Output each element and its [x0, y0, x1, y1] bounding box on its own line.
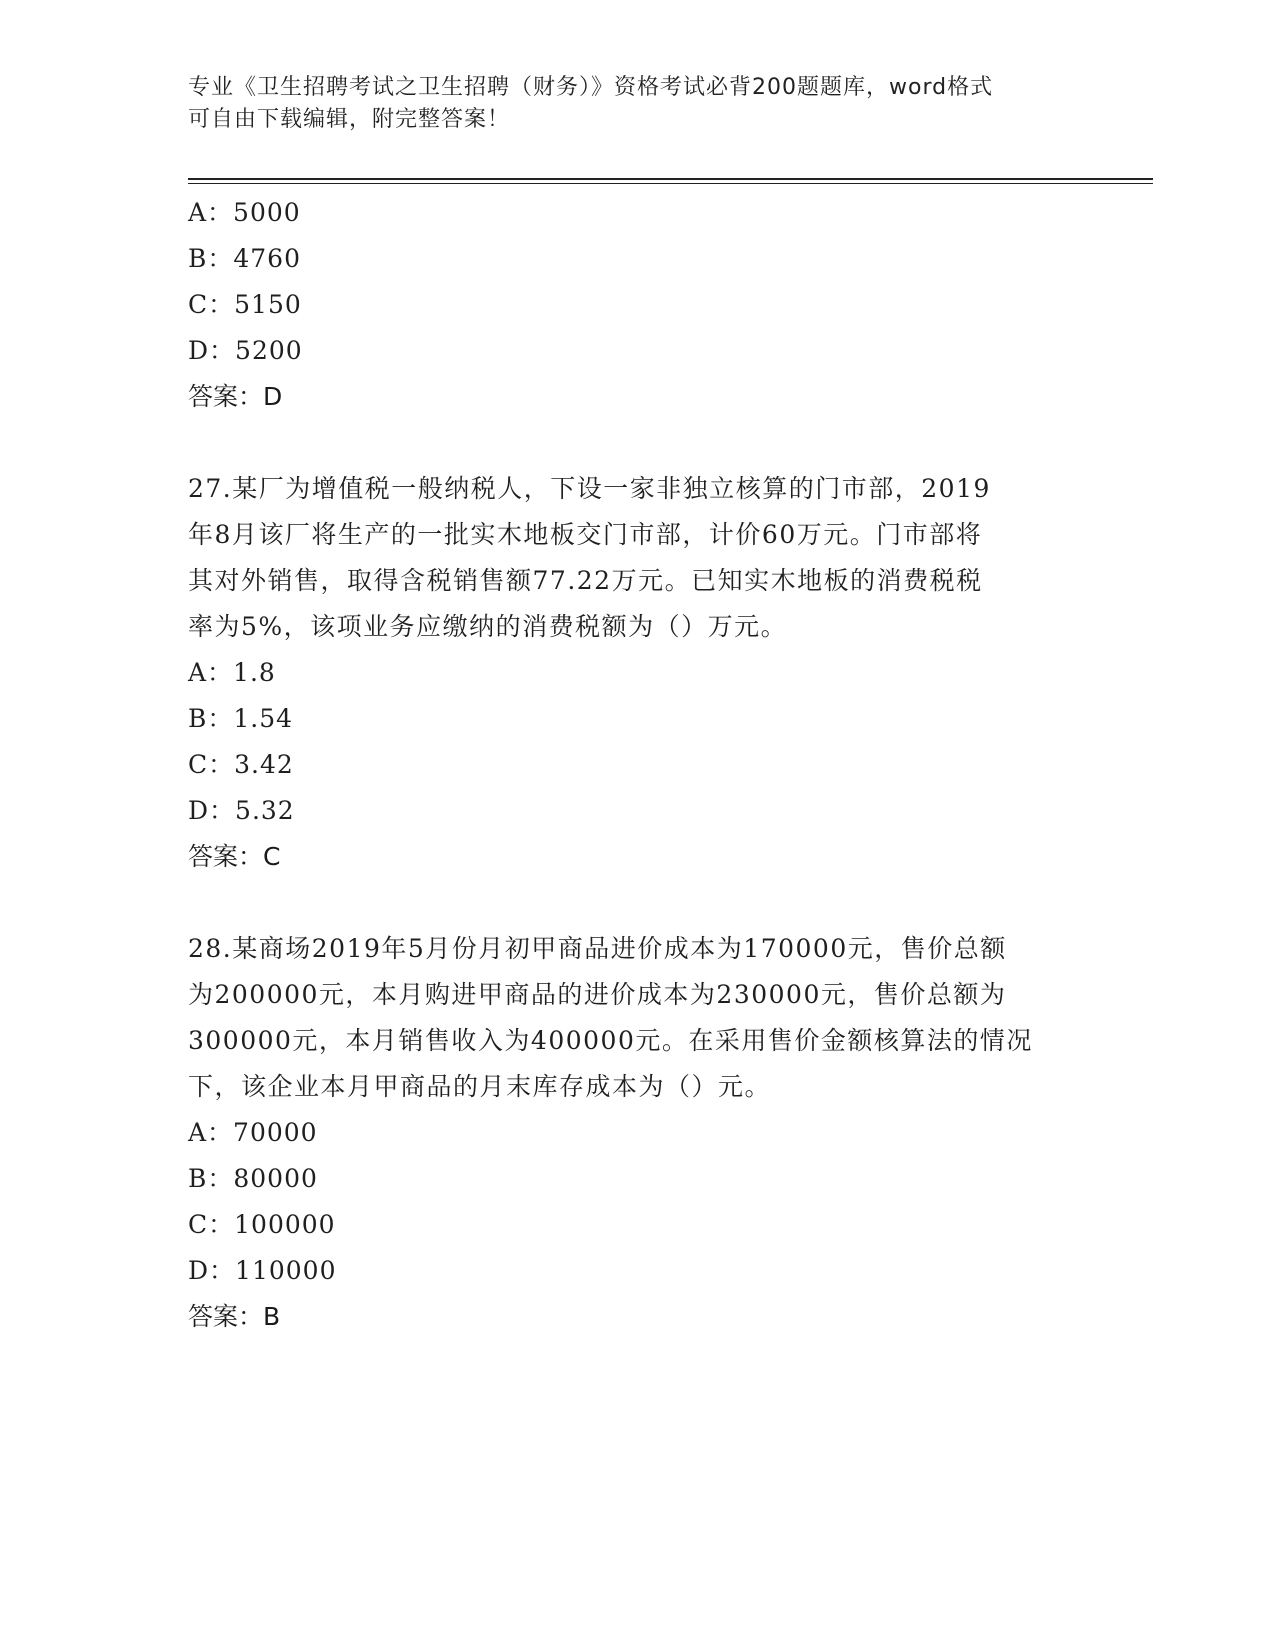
question-line: 300000元，本月销售收入为400000元。在采用售价金额核算法的情况	[188, 1026, 1033, 1055]
option-a: A：5000	[188, 198, 301, 227]
option-d: D：110000	[188, 1256, 337, 1285]
header-rule-thick	[188, 178, 1153, 180]
header-rule-thin	[188, 183, 1153, 184]
question-line: 为200000元，本月购进甲商品的进价成本为230000元，售价总额为	[188, 980, 1007, 1009]
question-line: 下，该企业本月甲商品的月末库存成本为（）元。	[188, 1072, 772, 1101]
option-d: D：5200	[188, 336, 303, 365]
answer-line: 答案：C	[188, 842, 281, 871]
question-text	[188, 466, 1088, 650]
answer-line: 答案：D	[188, 382, 283, 411]
question-line: 其对外销售，取得含税销售额77.22万元。已知实木地板的消费税税	[188, 566, 983, 595]
option-c: C：5150	[188, 290, 302, 319]
spacer	[188, 880, 1088, 926]
header-line-2: 可自由下载编辑，附完整答案！	[188, 107, 511, 132]
question-line: 率为5%，该项业务应缴纳的消费税额为（）万元。	[188, 612, 788, 641]
option-c: C：3.42	[188, 750, 294, 779]
option-c: C：100000	[188, 1210, 336, 1239]
continued-question	[188, 190, 1088, 420]
option-a: A：1.8	[188, 658, 276, 687]
question-line: 年8月该厂将生产的一批实木地板交门市部，计价60万元。门市部将	[188, 520, 983, 549]
question-28	[188, 926, 1088, 1340]
option-b: B：80000	[188, 1164, 318, 1193]
option-b: B：1.54	[188, 704, 294, 733]
option-a: A：70000	[188, 1118, 318, 1147]
question-text	[188, 926, 1088, 1110]
answer-line: 答案：B	[188, 1302, 281, 1331]
spacer	[188, 420, 1088, 466]
header-line-1: 专业《卫生招聘考试之卫生招聘（财务）》资格考试必背200题题库，word格式	[188, 75, 994, 100]
option-b: B：4760	[188, 244, 301, 273]
question-27	[188, 466, 1088, 880]
question-line: 28.某商场2019年5月份月初甲商品进价成本为170000元，售价总额	[188, 934, 1007, 963]
document-header	[188, 72, 1088, 136]
document-body	[188, 190, 1088, 1340]
question-line: 27.某厂为增值税一般纳税人，下设一家非独立核算的门市部，2019	[188, 474, 991, 503]
option-d: D：5.32	[188, 796, 295, 825]
